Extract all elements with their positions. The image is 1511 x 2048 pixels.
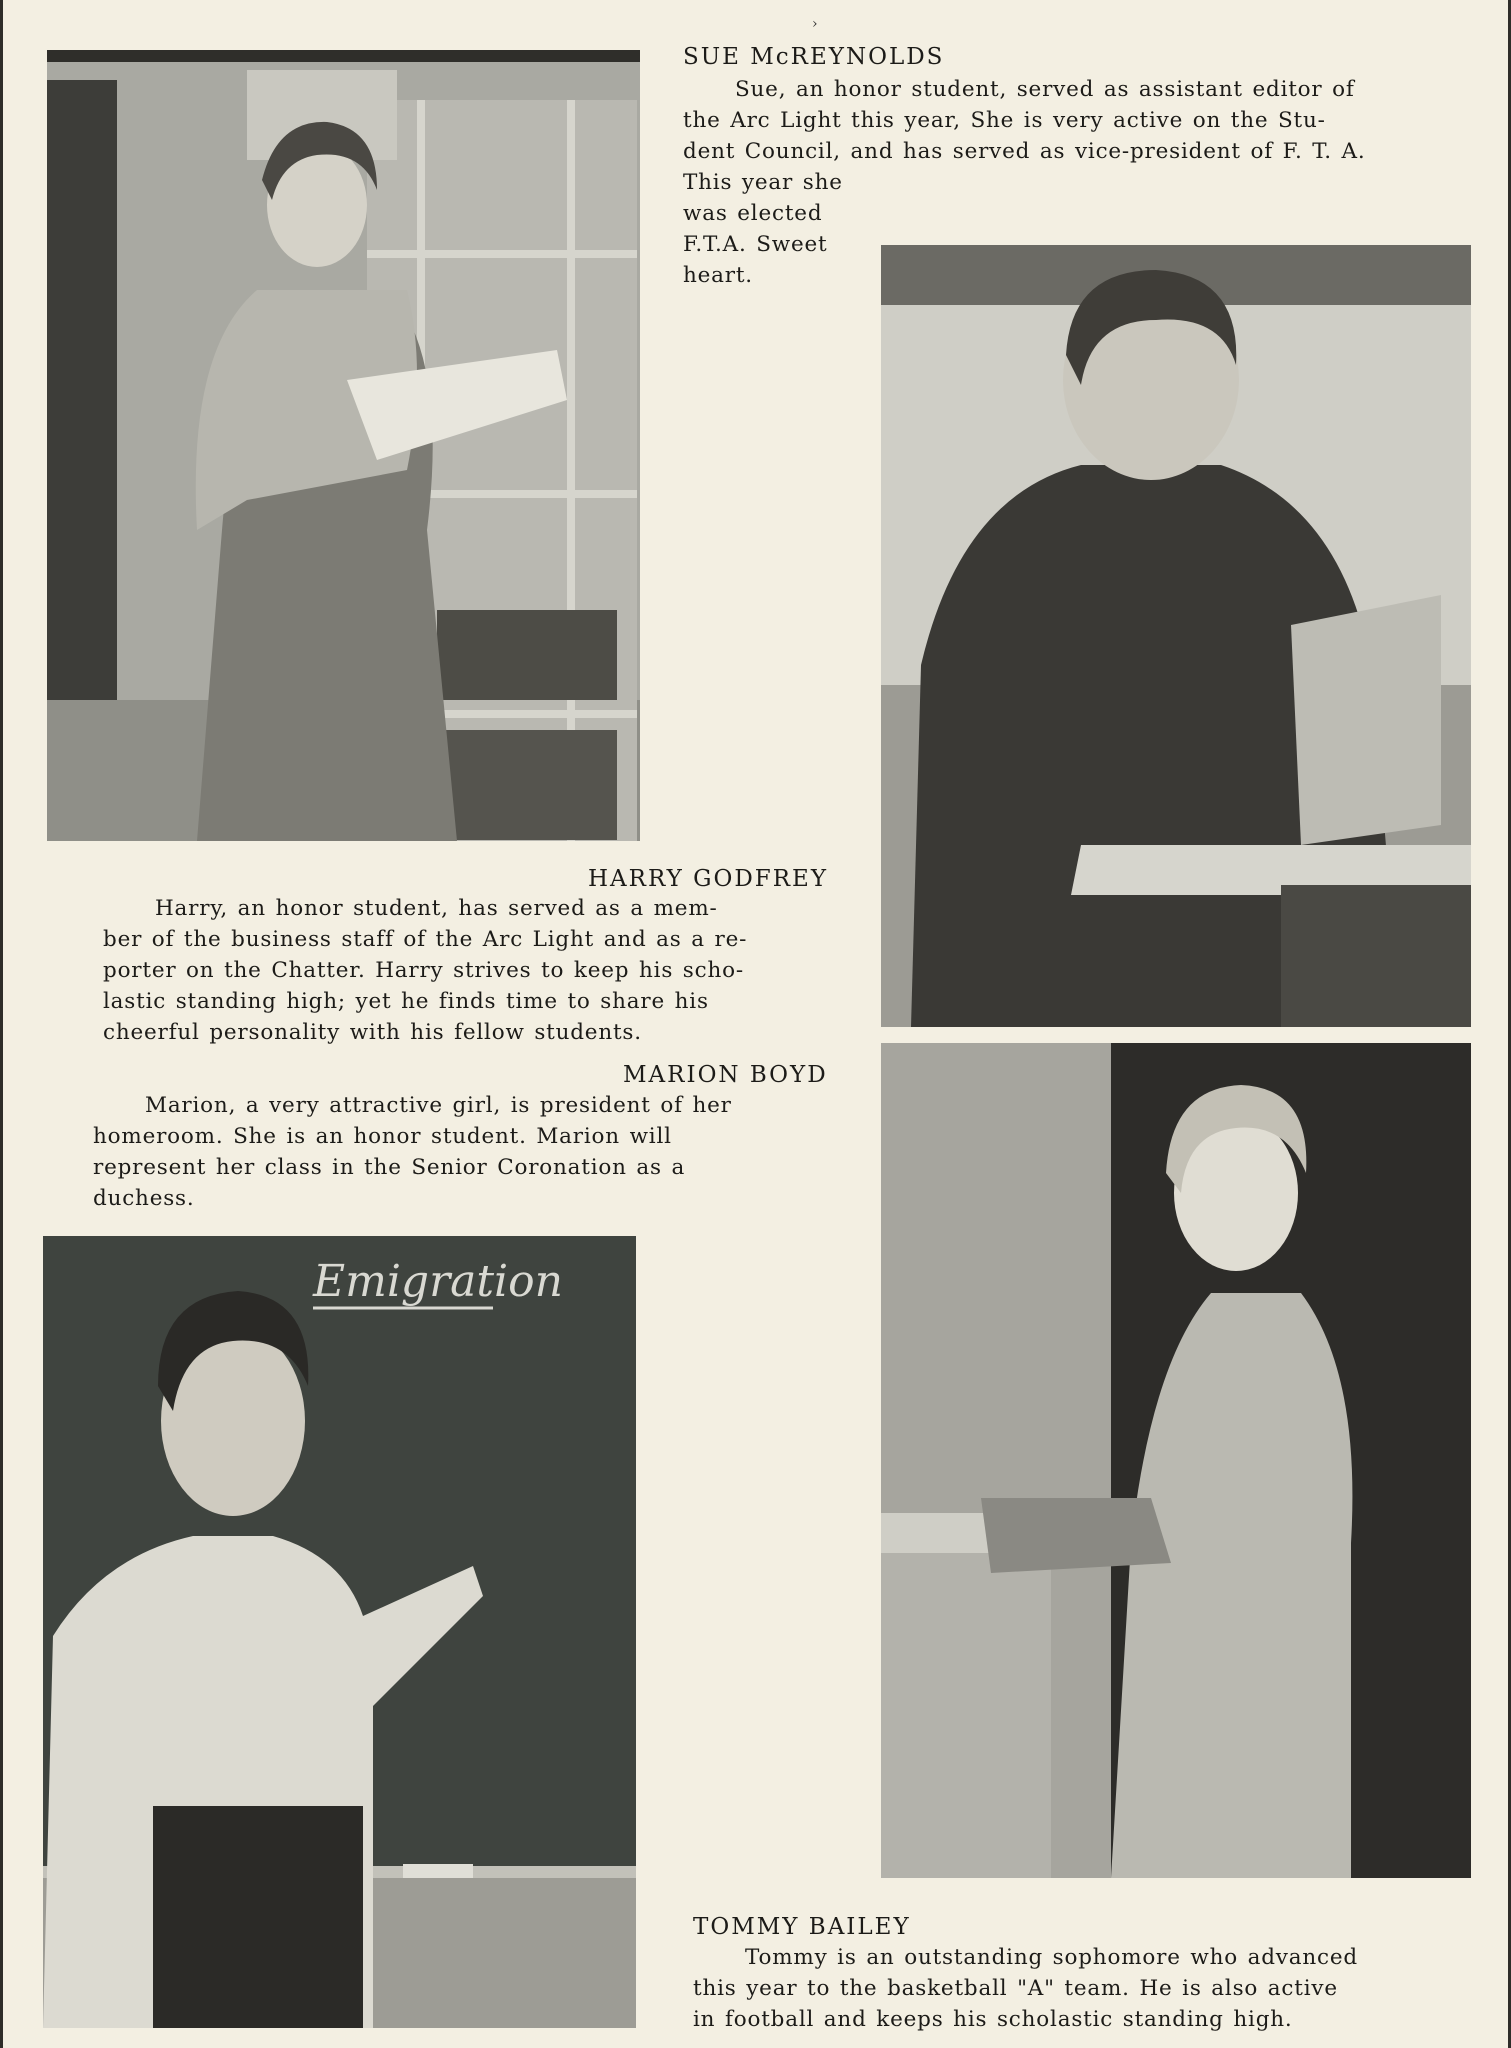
caption-line: homeroom. She is an honor student. Marion will	[93, 1124, 672, 1149]
caption-line: heart.	[683, 263, 753, 288]
caption-line: porter on the Chatter. Harry strives to keep his scho-	[103, 958, 744, 983]
caption-line: This year she	[683, 170, 843, 195]
name-sue-mcreynolds: SUE McREYNOLDS	[683, 44, 945, 70]
caption-line: ber of the business staff of the Arc Light and as a re-	[103, 927, 748, 952]
photo-tommy-bailey	[43, 1236, 636, 2028]
caption-line: dent Council, and has served as vice-president of F. T. A.	[683, 139, 1366, 164]
caption-line: Tommy is an outstanding sophomore who advanced	[745, 1945, 1358, 1970]
name-harry-godfrey: HARRY GODFREY	[588, 866, 829, 892]
photo-harry-godfrey	[881, 245, 1471, 1027]
caption-line: was elected	[683, 201, 823, 226]
caption-tommy-bailey	[693, 1942, 1433, 2035]
caption-line: this year to the basketball "A" team. He is also active	[693, 1976, 1338, 2001]
caption-harry-godfrey	[103, 893, 851, 1048]
caption-line: lastic standing high; yet he finds time to share his	[103, 989, 709, 1014]
caption-line: duchess.	[93, 1186, 195, 1211]
printer-mark: ›	[812, 16, 818, 32]
photo-sue-mcreynolds	[47, 50, 640, 841]
yearbook-page	[3, 0, 1508, 2048]
photo-marion-boyd	[881, 1043, 1471, 1878]
caption-line: F.T.A. Sweet	[683, 232, 828, 257]
caption-line: Sue, an honor student, served as assistant editor of	[735, 77, 1355, 102]
caption-line: Harry, an honor student, has served as a mem-	[155, 896, 718, 921]
name-marion-boyd: MARION BOYD	[623, 1062, 828, 1088]
caption-sue-mcreynolds	[683, 74, 1465, 291]
caption-line: represent her class in the Senior Coronation as a	[93, 1155, 686, 1180]
name-tommy-bailey: TOMMY BAILEY	[693, 1914, 911, 1940]
caption-line: cheerful personality with his fellow students.	[103, 1020, 642, 1045]
blackboard-writing: Emigration	[313, 1256, 563, 1307]
caption-marion-boyd	[93, 1090, 835, 1214]
caption-line: in football and keeps his scholastic standing high.	[693, 2007, 1293, 2032]
caption-line: Marion, a very attractive girl, is president of her	[145, 1093, 732, 1118]
caption-line: the Arc Light this year, She is very active on the Stu-	[683, 108, 1326, 133]
